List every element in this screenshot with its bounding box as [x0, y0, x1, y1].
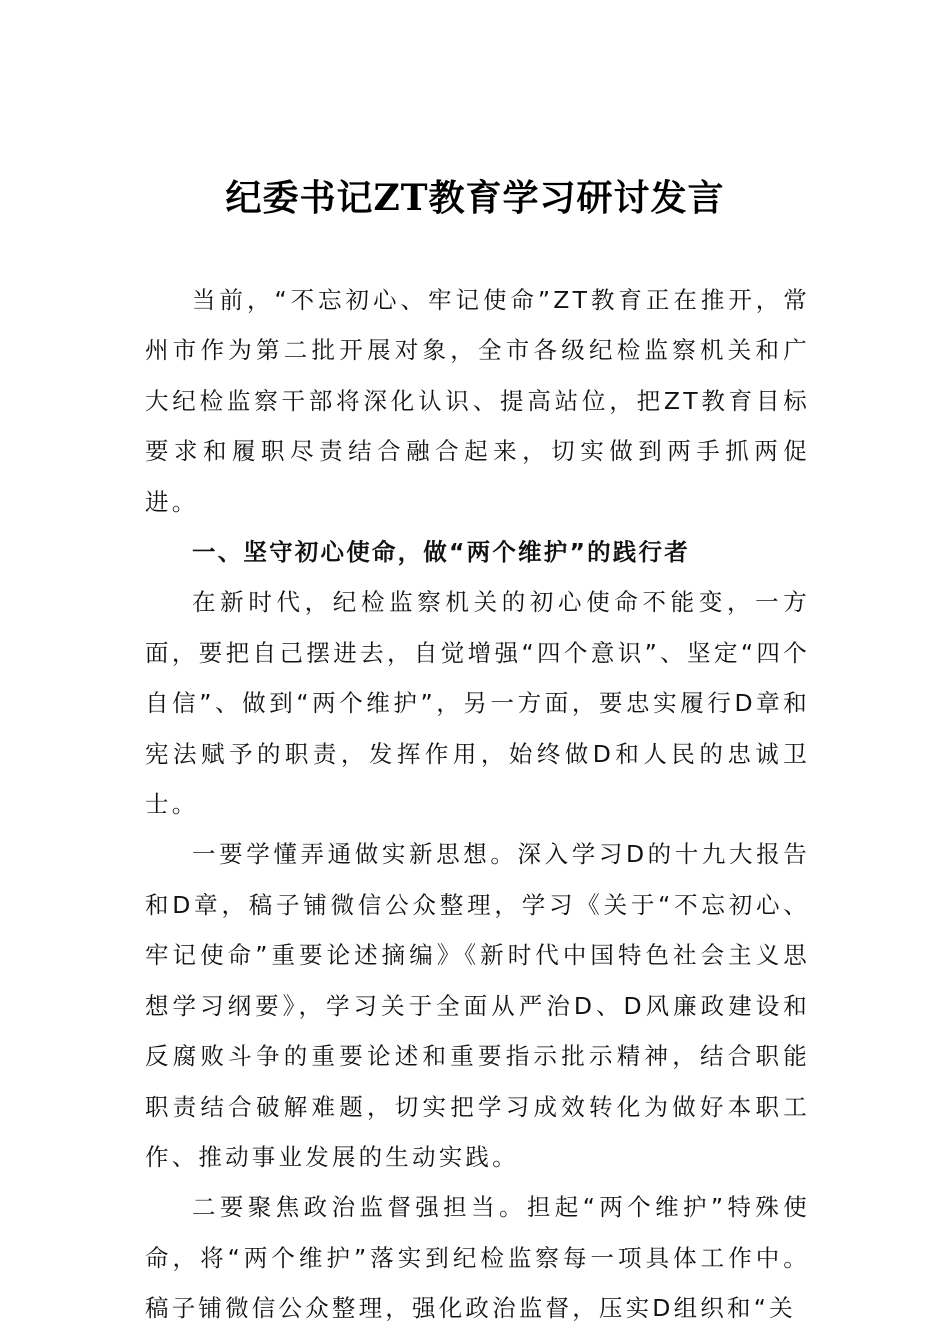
paragraph-mission: 在新时代，纪检监察机关的初心使命不能变，一方面，要把自己摆进去，自觉增强“四个意识”、坚定“四个自信”、做到“两个维护”，另一方面，要忠实履行D章和宪法赋予的职责，发挥作用，始终做D和人民的忠诚卫士。	[145, 588, 810, 819]
document-body	[145, 275, 810, 1334]
paragraph-intro: 当前，“不忘初心、牢记使命”ZT教育正在推开，常州市作为第二批开展对象，全市各级纪检监察机关和广大纪检监察干部将深化认识、提高站位，把ZT教育目标要求和履职尽责结合融合起来，切实做到两手抓两促进。	[145, 286, 810, 516]
paragraph-point-2: 二要聚焦政治监督强担当。担起“两个维护”特殊使命，将“两个维护”落实到纪检监察每一项具体工作中。稿子铺微信公众整理，强化政治监督，压实D组织和“关	[145, 1193, 810, 1323]
paragraph-point-1: 一要学懂弄通做实新思想。深入学习D的十九大报告和D章，稿子铺微信公众整理，学习《关于“不忘初心、牢记使命”重要论述摘编》《新时代中国特色社会主义思想学习纲要》，学习关于全面从严治D、D风廉政建设和反腐败斗争的重要论述和重要指示批示精神，结合职能职责结合破解难题，切实把学习成效转化为做好本职工作、推动事业发展的生动实践。	[145, 840, 810, 1171]
document-title: 纪委书记ZT教育学习研讨发言	[225, 177, 725, 219]
section-heading-1: 一、坚守初心使命，做“两个维护”的践行者	[192, 538, 690, 567]
